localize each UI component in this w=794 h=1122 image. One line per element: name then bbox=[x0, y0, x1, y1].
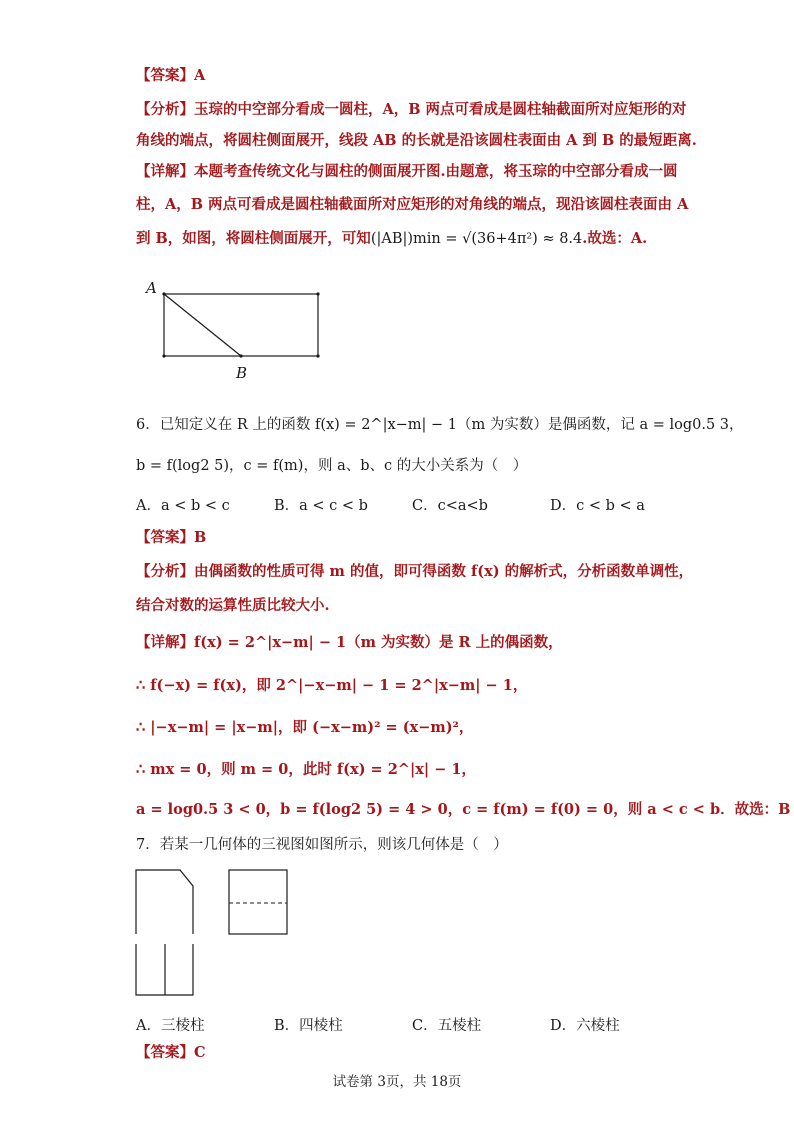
q5-rectangle bbox=[164, 294, 318, 356]
q5-detail-text3b: .故选：A. bbox=[582, 230, 648, 247]
q5-answer bbox=[136, 66, 205, 86]
q7-top-view bbox=[136, 944, 193, 995]
q5-corner-dot bbox=[162, 354, 165, 357]
q5-answer-value: A bbox=[194, 67, 206, 84]
q5-label-b: B bbox=[236, 364, 248, 382]
q6-detail-line3: ∴ |−x−m| = |x−m|，即 (−x−m)² = (x−m)²， bbox=[136, 719, 474, 736]
q7-front-view bbox=[136, 870, 193, 934]
q6-analysis-text1: 由偶函数的性质可得 m 的值，即可得函数 f(x) 的解析式，分析函数单调性， bbox=[194, 563, 694, 580]
q7-answer bbox=[136, 1043, 206, 1063]
q7-option-a: A．三棱柱 bbox=[136, 1018, 205, 1034]
q6-option-b: B．a < c < b bbox=[274, 498, 368, 514]
q6-answer bbox=[136, 528, 206, 548]
q6-option-c: C．c<a<b bbox=[412, 498, 488, 514]
q6-stem-line1: 6．已知定义在 R 上的函数 f(x) = 2^|x−m| − 1（m 为实数）是偶函数，记 a = log0.5 3， bbox=[136, 417, 744, 433]
q7-side-view bbox=[229, 870, 287, 934]
q5-detail-line3 bbox=[136, 229, 647, 249]
q6-detail-tag: 【详解】 bbox=[136, 634, 194, 651]
q5-analysis-line2: 角线的端点，将圆柱侧面展开，线段 AB 的长就是沿该圆柱表面由 A 到 B 的最短距离. bbox=[136, 132, 697, 149]
q6-analysis-line1 bbox=[136, 562, 693, 582]
q6-option-a: A．a < b < c bbox=[136, 498, 230, 514]
q6-detail-line5: a = log0.5 3 < 0，b = f(log2 5) = 4 > 0，c = f(m) = f(0) = 0，则 a < c < b．故选：B bbox=[136, 801, 791, 818]
q6-detail-text1: f(x) = 2^|x−m| − 1（m 为实数）是 R 上的偶函数， bbox=[194, 634, 563, 651]
q5-detail-line1 bbox=[136, 162, 678, 182]
q5-label-a: A bbox=[146, 279, 157, 297]
q5-analysis-line1 bbox=[136, 100, 687, 120]
q5-answer-tag: 【答案】 bbox=[136, 67, 194, 84]
q5-detail-text1: 本题考查传统文化与圆柱的侧面展开图.由题意，将玉琮的中空部分看成一圆 bbox=[194, 163, 678, 180]
q7-answer-tag: 【答案】 bbox=[136, 1044, 194, 1061]
q5-detail-text3a: 到 B，如图，将圆柱侧面展开，可知 bbox=[136, 230, 371, 247]
q7-stem: 7．若某一几何体的三视图如图所示，则该几何体是（ ） bbox=[136, 837, 508, 853]
q6-answer-value: B bbox=[194, 529, 207, 546]
q7-option-c: C．五棱柱 bbox=[412, 1018, 482, 1034]
q5-analysis-text1: 玉琮的中空部分看成一圆柱，A，B 两点可看成是圆柱轴截面所对应矩形的对 bbox=[194, 101, 687, 118]
q5-corner-dot bbox=[316, 292, 319, 295]
q6-stem-line2: b = f(log2 5)，c = f(m)，则 a、b、c 的大小关系为（ ） bbox=[136, 458, 528, 474]
q7-option-d: D．六棱柱 bbox=[550, 1018, 620, 1034]
q6-analysis-tag: 【分析】 bbox=[136, 563, 194, 580]
q6-option-d: D．c < b < a bbox=[550, 498, 645, 514]
q5-corner-dot bbox=[162, 292, 165, 295]
q6-analysis-line2: 结合对数的运算性质比较大小. bbox=[136, 597, 330, 614]
q7-option-b: B．四棱柱 bbox=[274, 1018, 343, 1034]
q6-detail-line2: ∴ f(−x) = f(x)，即 2^|−x−m| − 1 = 2^|x−m| − 1， bbox=[136, 677, 528, 694]
q5-analysis-tag: 【分析】 bbox=[136, 101, 194, 118]
q6-detail-line4: ∴ mx = 0，则 m = 0，此时 f(x) = 2^|x| − 1， bbox=[136, 761, 476, 778]
q5-detail-formula: (|AB|)min = √(36+4π²) ≈ 8.4 bbox=[370, 231, 583, 247]
q5-corner-dot bbox=[239, 354, 242, 357]
q5-diagonal-ab bbox=[164, 294, 241, 356]
page-footer: 试卷第 3页，共 18页 bbox=[332, 1074, 462, 1090]
q5-detail-line2: 柱，A，B 两点可看成是圆柱轴截面所对应矩形的对角线的端点，现沿该圆柱表面由 A bbox=[136, 196, 689, 213]
q7-answer-value: C bbox=[194, 1044, 206, 1061]
q6-answer-tag: 【答案】 bbox=[136, 529, 194, 546]
q5-detail-tag: 【详解】 bbox=[136, 163, 194, 180]
q5-corner-dot bbox=[316, 354, 319, 357]
q6-detail-line1 bbox=[136, 633, 563, 653]
